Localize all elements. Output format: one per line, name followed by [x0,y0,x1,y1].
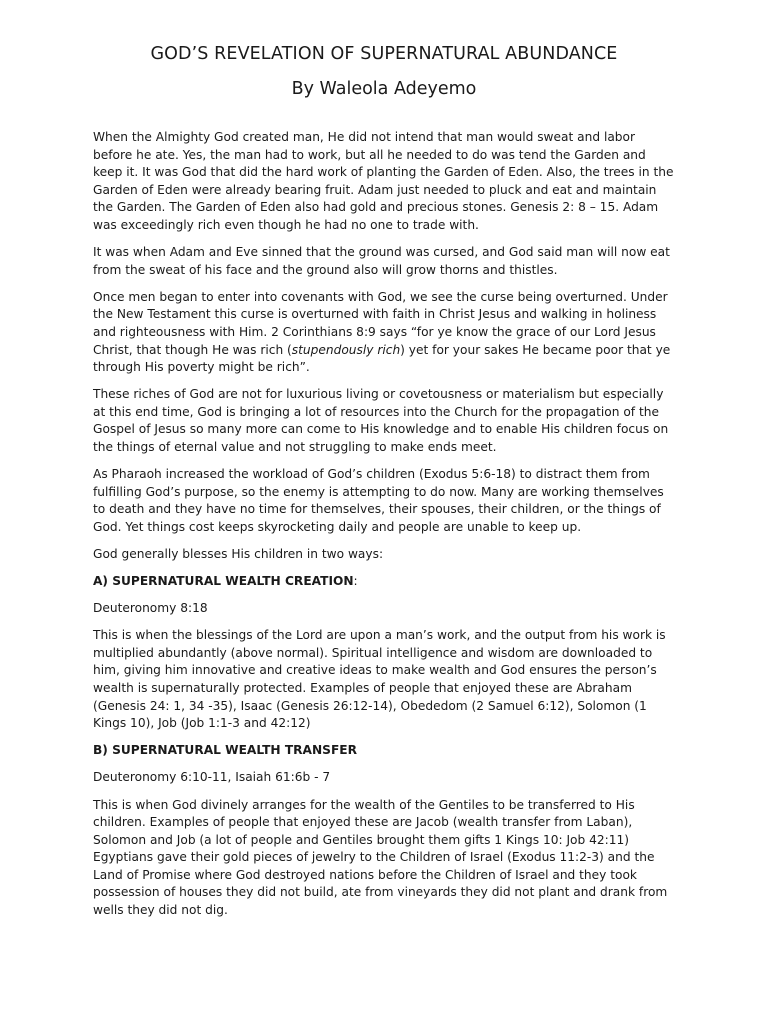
author-byline: By Waleola Adeyemo [291,79,477,99]
scripture-reference-a: Deuteronomy 8:18 [93,601,208,616]
paragraph-riches: These riches of God are not for luxurious living or covetousness or materialism but especially at this end time, God is bringing a lot of resources into the Church for the propagation of the Gospel of Jesus so many more can come to His knowledge and to enable His children focus on the things of eternal value and not struggling to make ends meet. [93,387,669,454]
paragraph-creation: When the Almighty God created man, He did not intend that man would sweat and labor before he ate. Yes, the man had to work, but all he needed to do was tend the Garden and keep it. It was God that did the hard work of planting the Garden of Eden. Also, the trees in the Garden of Eden were already bearing fruit. Adam just needed to pluck and eat and maintain the Garden. The Garden of Eden also had gold and precious stones. Genesis 2: 8 – 15. Adam was exceedingly rich even though he had no one to trade with. [93,130,674,232]
paragraph-two-ways: God generally blesses His children in two ways: [93,546,384,561]
paragraph-wealth-transfer: This is when God divinely arranges for the wealth of the Gentiles to be transferred to His children. Examples of people that enjoyed these are Jacob (wealth transfer from Laban), Solomon and Job (a lot of people and Gentiles brought them gifts 1 Kings 10: Job 42:11) Egyptians gave their gold pieces of jewelry to the Children of Israel (Exodus 11:2-3) and the Land of Promise where God destroyed nations before the Children of Israel and they took possession of houses they did not build, ate from vineyards they did not plant and drank from wells they did not dig. [93,797,668,918]
paragraph-wealth-creation: This is when the blessings of the Lord are upon a man’s work, and the output from his work is multiplied abundantly (above normal). Spiritual intelligence and wisdom are downloaded to him, giving him innovative and creative ideas to make wealth and God ensures the person’s wealth is supernaturally protected. Examples of people that enjoyed these are Abraham (Genesis 24: 1, 34 -35), Isaac (Genesis 26:12-14), Obededom (2 Samuel 6:12), Solomon (1 Kings 10), Job (Job 1:1-3 and 42:12) [93,628,666,731]
paragraph-curse: It was when Adam and Eve sinned that the ground was cursed, and God said man will now eat from the sweat of his face and the ground also will grow thorns and thistles. [93,245,670,277]
section-heading-a [93,573,675,591]
document-title: GOD’S REVELATION OF SUPERNATURAL ABUNDANCE [150,44,618,64]
section-heading-b: B) SUPERNATURAL WEALTH TRANSFER [93,743,357,758]
scripture-reference-b: Deuteronomy 6:10-11, Isaiah 61:6b - 7 [93,770,331,785]
section-heading-a-text: A) SUPERNATURAL WEALTH CREATION [93,574,354,589]
paragraph-covenant-text-start: Once men began to enter into covenants with God, we see the curse being overturned. Under the New Testament this curse is overturned with faith in Christ Jesus and walking in holiness and righteousness with Him. 2 Corinthians 8:9 says “for ye know the grace of our Lord Jesus Christ, that though He was rich ( [93,289,668,357]
document-body [93,129,675,929]
paragraph-covenant-italic: stupendously rich [291,342,401,357]
paragraph-covenant [93,289,675,377]
paragraph-covenant-text-end: ) yet for your sakes He became poor that ye through His poverty might be rich”. [93,342,671,375]
section-heading-a-colon: : [353,574,358,589]
paragraph-pharaoh: As Pharaoh increased the workload of God’s children (Exodus 5:6-18) to distract them from fulfilling God’s purpose, so the enemy is attempting to do now. Many are working themselves to death and they have no time for themselves, their spouses, their children, or the things of God. Yet things cost keeps skyrocketing daily and people are unable to keep up. [93,467,664,534]
